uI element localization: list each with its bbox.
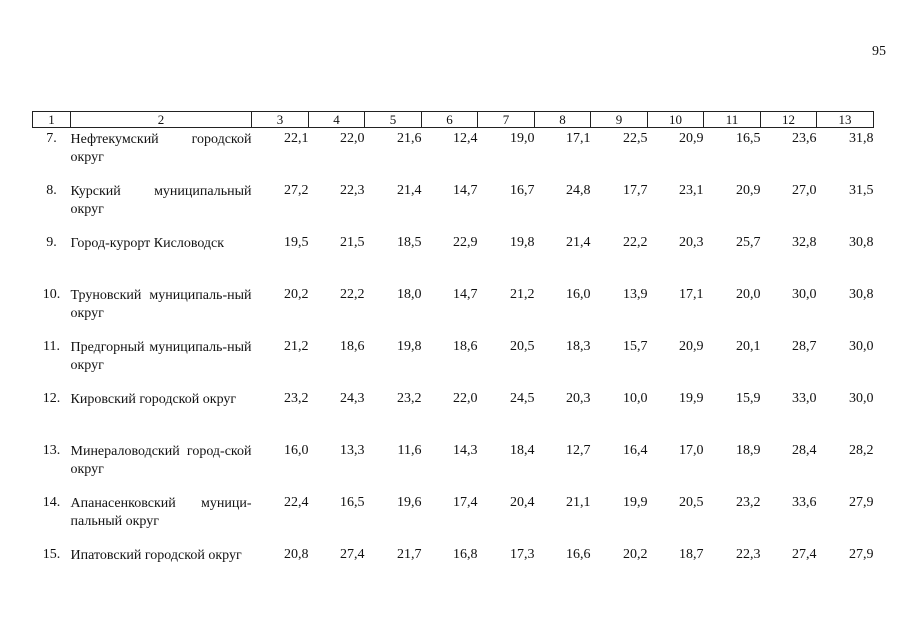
value-cell: 30,8 <box>849 235 874 250</box>
table-row <box>33 443 874 495</box>
value-cell: 17,1 <box>679 287 704 302</box>
district-name: Предгорный муниципаль-ный округ <box>70 340 252 373</box>
value-cell: 18,3 <box>566 339 591 354</box>
column-number-row <box>33 112 874 128</box>
value-cell: 17,0 <box>679 443 704 458</box>
value-cell: 31,5 <box>849 183 874 198</box>
value-cell: 30,0 <box>792 287 817 302</box>
value-cell: 14,3 <box>453 443 478 458</box>
value-cell: 20,3 <box>566 391 591 406</box>
value-cell: 28,7 <box>792 339 817 354</box>
district-name: Ипатовский городской округ <box>70 548 242 563</box>
row-number: 14. <box>42 495 61 510</box>
value-cell: 12,4 <box>453 131 478 146</box>
value-cell: 27,9 <box>849 495 874 510</box>
value-cell: 16,5 <box>736 131 761 146</box>
value-cell: 22,0 <box>340 131 365 146</box>
value-cell: 22,3 <box>340 183 365 198</box>
value-cell: 16,4 <box>623 443 648 458</box>
value-cell: 21,5 <box>340 235 365 250</box>
value-cell: 20,9 <box>736 183 761 198</box>
value-cell: 11,6 <box>397 443 422 458</box>
value-cell: 20,1 <box>736 339 761 354</box>
value-cell: 20,2 <box>623 547 648 562</box>
column-number-cell: 8 <box>535 112 591 128</box>
value-cell: 23,2 <box>736 495 761 510</box>
table-row <box>33 547 874 599</box>
column-number-cell: 1 <box>33 112 71 128</box>
value-cell: 16,5 <box>340 495 365 510</box>
column-number-cell: 6 <box>422 112 478 128</box>
value-cell: 15,7 <box>623 339 648 354</box>
value-cell: 16,0 <box>566 287 591 302</box>
value-cell: 21,2 <box>510 287 535 302</box>
value-cell: 18,6 <box>340 339 365 354</box>
district-name: Апанасенковский муници-пальный округ <box>70 496 252 529</box>
value-cell: 30,8 <box>849 287 874 302</box>
value-cell: 22,2 <box>623 235 648 250</box>
value-cell: 21,1 <box>566 495 591 510</box>
column-number-cell: 7 <box>478 112 535 128</box>
value-cell: 12,7 <box>566 443 591 458</box>
value-cell: 19,8 <box>510 235 535 250</box>
value-cell: 19,9 <box>623 495 648 510</box>
table-row <box>33 287 874 339</box>
value-cell: 21,4 <box>397 183 422 198</box>
value-cell: 24,8 <box>566 183 591 198</box>
value-cell: 17,3 <box>510 547 535 562</box>
statistics-table <box>32 111 874 599</box>
value-cell: 16,7 <box>510 183 535 198</box>
value-cell: 14,7 <box>453 287 478 302</box>
page-number: 95 <box>872 44 886 59</box>
district-name: Кировский городской округ <box>70 392 237 407</box>
column-number-cell: 13 <box>817 112 874 128</box>
value-cell: 20,3 <box>679 235 704 250</box>
value-cell: 14,7 <box>453 183 478 198</box>
table-row <box>33 495 874 547</box>
value-cell: 27,4 <box>792 547 817 562</box>
table-row <box>33 339 874 391</box>
row-number: 13. <box>42 443 61 458</box>
value-cell: 10,0 <box>623 391 648 406</box>
column-number-cell: 4 <box>309 112 365 128</box>
row-number: 12. <box>42 391 61 406</box>
column-number-cell: 2 <box>71 112 252 128</box>
value-cell: 30,0 <box>849 339 874 354</box>
value-cell: 22,2 <box>340 287 365 302</box>
value-cell: 23,6 <box>792 131 817 146</box>
value-cell: 25,7 <box>736 235 761 250</box>
value-cell: 19,6 <box>397 495 422 510</box>
value-cell: 20,0 <box>736 287 761 302</box>
value-cell: 24,3 <box>340 391 365 406</box>
value-cell: 20,4 <box>510 495 535 510</box>
value-cell: 20,9 <box>679 339 704 354</box>
value-cell: 21,2 <box>284 339 309 354</box>
value-cell: 19,5 <box>284 235 309 250</box>
value-cell: 19,9 <box>679 391 704 406</box>
value-cell: 22,3 <box>736 547 761 562</box>
district-name: Минераловодский город-ской округ <box>70 444 252 477</box>
value-cell: 18,9 <box>736 443 761 458</box>
value-cell: 16,8 <box>453 547 478 562</box>
row-number: 11. <box>43 339 60 354</box>
column-number-cell: 11 <box>704 112 761 128</box>
value-cell: 16,0 <box>284 443 309 458</box>
value-cell: 16,6 <box>566 547 591 562</box>
value-cell: 28,4 <box>792 443 817 458</box>
value-cell: 30,0 <box>849 391 874 406</box>
value-cell: 22,4 <box>284 495 309 510</box>
table-row <box>33 128 874 184</box>
district-name: Город-курорт Кисловодск <box>70 236 225 251</box>
value-cell: 18,7 <box>679 547 704 562</box>
value-cell: 18,4 <box>510 443 535 458</box>
district-name: Курский муниципальный округ <box>70 184 252 217</box>
table-row <box>33 235 874 287</box>
value-cell: 20,5 <box>510 339 535 354</box>
value-cell: 23,2 <box>397 391 422 406</box>
district-name: Нефтекумский городской округ <box>70 132 252 165</box>
value-cell: 27,4 <box>340 547 365 562</box>
value-cell: 22,9 <box>453 235 478 250</box>
value-cell: 17,1 <box>566 131 591 146</box>
value-cell: 23,2 <box>284 391 309 406</box>
value-cell: 28,2 <box>849 443 874 458</box>
value-cell: 23,1 <box>679 183 704 198</box>
column-number-cell: 9 <box>591 112 648 128</box>
value-cell: 22,0 <box>453 391 478 406</box>
column-number-cell: 5 <box>365 112 422 128</box>
value-cell: 18,6 <box>453 339 478 354</box>
value-cell: 27,2 <box>284 183 309 198</box>
value-cell: 20,8 <box>284 547 309 562</box>
row-number: 8. <box>46 183 57 198</box>
value-cell: 13,3 <box>340 443 365 458</box>
row-number: 10. <box>42 287 61 302</box>
value-cell: 18,0 <box>397 287 422 302</box>
row-number: 7. <box>46 131 57 146</box>
value-cell: 21,7 <box>397 547 422 562</box>
value-cell: 18,5 <box>397 235 422 250</box>
column-number-cell: 10 <box>648 112 704 128</box>
value-cell: 21,6 <box>397 131 422 146</box>
value-cell: 33,0 <box>792 391 817 406</box>
value-cell: 22,5 <box>623 131 648 146</box>
value-cell: 20,9 <box>679 131 704 146</box>
column-number-cell: 3 <box>252 112 309 128</box>
value-cell: 20,5 <box>679 495 704 510</box>
value-cell: 13,9 <box>623 287 648 302</box>
value-cell: 19,8 <box>397 339 422 354</box>
value-cell: 33,6 <box>792 495 817 510</box>
value-cell: 15,9 <box>736 391 761 406</box>
row-number: 9. <box>46 235 57 250</box>
district-name: Труновский муниципаль-ный округ <box>70 288 252 321</box>
value-cell: 22,1 <box>284 131 309 146</box>
value-cell: 21,4 <box>566 235 591 250</box>
value-cell: 27,0 <box>792 183 817 198</box>
table-row <box>33 183 874 235</box>
value-cell: 19,0 <box>510 131 535 146</box>
value-cell: 17,7 <box>623 183 648 198</box>
value-cell: 27,9 <box>849 547 874 562</box>
table-row <box>33 391 874 443</box>
value-cell: 32,8 <box>792 235 817 250</box>
value-cell: 31,8 <box>849 131 874 146</box>
column-number-cell: 12 <box>761 112 817 128</box>
value-cell: 20,2 <box>284 287 309 302</box>
value-cell: 17,4 <box>453 495 478 510</box>
row-number: 15. <box>42 547 61 562</box>
value-cell: 24,5 <box>510 391 535 406</box>
